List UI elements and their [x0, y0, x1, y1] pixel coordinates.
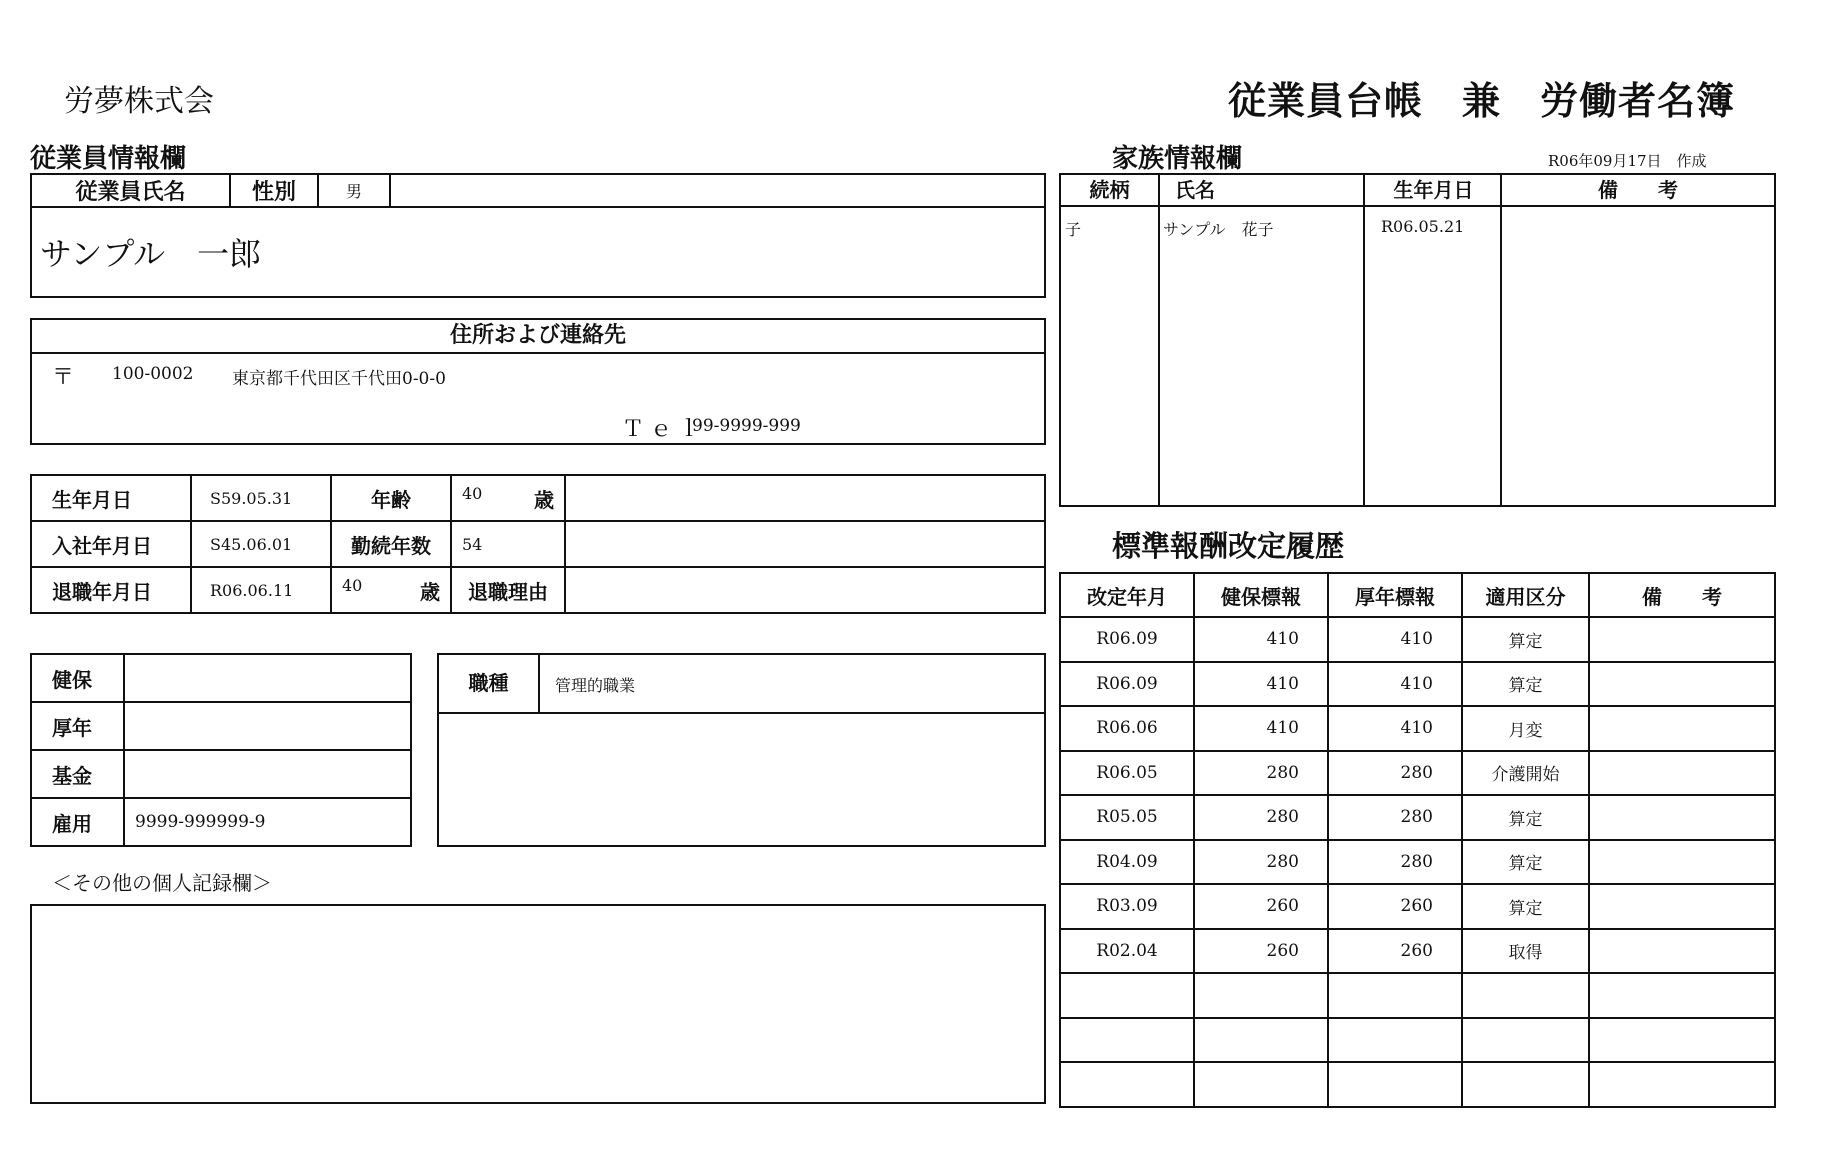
job-box — [437, 653, 1046, 847]
family-header-row — [1061, 175, 1774, 207]
salary-row — [1060, 1062, 1775, 1107]
job-label: 職種 — [439, 655, 540, 712]
salary-header-date: 改定年月 — [1060, 573, 1194, 617]
tel-label: Ｔｅｌ — [622, 417, 707, 442]
salary-table — [1059, 572, 1776, 1108]
salary-cell-kubun — [1462, 1018, 1589, 1063]
kenpo-label: 健保 — [31, 654, 124, 702]
salary-cell-kubun — [1462, 1062, 1589, 1107]
job-value: 管理的職業 — [555, 676, 636, 695]
reason-label: 退職理由 — [451, 567, 565, 613]
salary-cell-note — [1589, 1018, 1775, 1063]
birth-label: 生年月日 — [31, 475, 191, 521]
salary-cell-kenpo: 410 — [1194, 617, 1328, 662]
reason-value — [565, 567, 1045, 613]
salary-cell-date: R03.09 — [1060, 884, 1194, 929]
family-section-heading: 家族情報欄 — [1112, 144, 1243, 174]
tenure-value: 54 — [451, 521, 565, 567]
salary-cell-date: R05.05 — [1060, 795, 1194, 840]
salary-cell-kosei — [1328, 1062, 1462, 1107]
salary-cell-kosei: 260 — [1328, 884, 1462, 929]
header-blank-cell — [390, 174, 1045, 207]
other-records-box — [30, 904, 1046, 1104]
salary-cell-kenpo: 260 — [1194, 884, 1328, 929]
salary-cell-kubun — [1462, 973, 1589, 1018]
age-unit: 歳 — [534, 487, 554, 512]
salary-header-kosei: 厚年標報 — [1328, 573, 1462, 617]
koyo-value: 9999-999999-9 — [124, 798, 411, 846]
salary-cell-date: R06.09 — [1060, 662, 1194, 707]
salary-cell-note — [1589, 929, 1775, 974]
salary-row — [1060, 617, 1775, 662]
family-row-relation: 子 — [1065, 220, 1082, 239]
kosei-label: 厚年 — [31, 702, 124, 750]
employee-name-table — [30, 173, 1046, 298]
salary-cell-kubun: 算定 — [1462, 840, 1589, 885]
dates-table — [30, 474, 1046, 614]
salary-header-kenpo: 健保標報 — [1194, 573, 1328, 617]
salary-cell-note — [1589, 884, 1775, 929]
salary-cell-kubun: 介護開始 — [1462, 751, 1589, 796]
postal-code: 100-0002 — [112, 364, 194, 384]
join-label: 入社年月日 — [31, 521, 191, 567]
salary-cell-kenpo: 260 — [1194, 929, 1328, 974]
address-heading: 住所および連絡先 — [32, 320, 1044, 354]
salary-row — [1060, 1018, 1775, 1063]
employee-name-label: 従業員氏名 — [31, 174, 230, 207]
tenure-label: 勤続年数 — [331, 521, 451, 567]
salary-cell-kenpo: 280 — [1194, 840, 1328, 885]
document-title: 従業員台帳 兼 労働者名簿 — [1228, 79, 1736, 123]
age-value: 40 — [462, 483, 483, 503]
salary-row — [1060, 662, 1775, 707]
salary-cell-note — [1589, 973, 1775, 1018]
salary-cell-note — [1589, 840, 1775, 885]
salary-row — [1060, 884, 1775, 929]
salary-cell-note — [1589, 795, 1775, 840]
salary-cell-kubun: 算定 — [1462, 795, 1589, 840]
salary-cell-kubun: 取得 — [1462, 929, 1589, 974]
salary-row — [1060, 840, 1775, 885]
retire-label: 退職年月日 — [31, 567, 191, 613]
age-label: 年齢 — [331, 475, 451, 521]
birth-value: S59.05.31 — [191, 475, 331, 521]
family-header-name: 氏名 — [1175, 178, 1215, 202]
insurance-table — [30, 653, 412, 847]
address-box — [30, 318, 1046, 445]
kosei-value — [124, 702, 411, 750]
family-row-name: サンプル 花子 — [1163, 220, 1274, 239]
koyo-label: 雇用 — [31, 798, 124, 846]
salary-cell-kenpo: 280 — [1194, 795, 1328, 840]
salary-cell-kenpo: 280 — [1194, 751, 1328, 796]
salary-section-heading: 標準報酬改定履歴 — [1112, 529, 1345, 563]
salary-cell-date — [1060, 1062, 1194, 1107]
gender-value: 男 — [318, 174, 390, 207]
salary-cell-date: R02.04 — [1060, 929, 1194, 974]
salary-cell-date: R06.05 — [1060, 751, 1194, 796]
salary-cell-kosei — [1328, 1018, 1462, 1063]
salary-cell-kosei: 280 — [1328, 795, 1462, 840]
other-records-label: ＜その他の個人記録欄＞ — [52, 871, 272, 895]
blank-cell — [565, 475, 1045, 521]
salary-cell-kubun: 算定 — [1462, 884, 1589, 929]
salary-cell-note — [1589, 662, 1775, 707]
salary-cell-date — [1060, 973, 1194, 1018]
gender-label: 性別 — [230, 174, 318, 207]
family-col-divider — [1500, 175, 1502, 505]
salary-cell-kosei: 410 — [1328, 617, 1462, 662]
family-header-birth: 生年月日 — [1393, 178, 1474, 202]
job-row — [439, 655, 1044, 714]
salary-row — [1060, 973, 1775, 1018]
salary-cell-kosei: 410 — [1328, 662, 1462, 707]
salary-cell-kenpo: 410 — [1194, 662, 1328, 707]
salary-cell-kenpo: 410 — [1194, 706, 1328, 751]
employee-name: サンプル 一郎 — [31, 207, 1045, 297]
retire-age-value: 40 — [342, 575, 363, 595]
salary-cell-kenpo — [1194, 1018, 1328, 1063]
tel-value: 99-9999-999 — [692, 416, 801, 436]
salary-cell-note — [1589, 706, 1775, 751]
kikin-value — [124, 750, 411, 798]
join-value: S45.06.01 — [191, 521, 331, 567]
salary-row — [1060, 706, 1775, 751]
salary-row — [1060, 795, 1775, 840]
retire-age-cell — [331, 567, 451, 613]
salary-cell-date: R06.06 — [1060, 706, 1194, 751]
salary-body — [1060, 617, 1775, 1107]
family-table — [1059, 173, 1776, 507]
retire-value: R06.06.11 — [191, 567, 331, 613]
family-header-note: 備 考 — [1598, 178, 1678, 202]
company-name: 労夢株式会 — [64, 84, 214, 119]
family-header-relation: 続柄 — [1089, 178, 1130, 202]
salary-header-kubun: 適用区分 — [1462, 573, 1589, 617]
kenpo-value — [124, 654, 411, 702]
salary-cell-note — [1589, 1062, 1775, 1107]
salary-header-note: 備 考 — [1589, 573, 1775, 617]
salary-cell-kubun: 算定 — [1462, 617, 1589, 662]
salary-cell-kosei: 280 — [1328, 751, 1462, 796]
salary-row — [1060, 751, 1775, 796]
address: 東京都千代田区千代田0-0-0 — [232, 369, 446, 389]
salary-cell-date — [1060, 1018, 1194, 1063]
postal-mark: 〒 — [52, 365, 75, 390]
blank-cell — [565, 521, 1045, 567]
salary-cell-kosei: 410 — [1328, 706, 1462, 751]
salary-cell-note — [1589, 751, 1775, 796]
family-col-divider — [1363, 175, 1365, 505]
salary-cell-kubun: 月変 — [1462, 706, 1589, 751]
employee-section-heading: 従業員情報欄 — [30, 144, 187, 174]
salary-cell-date: R04.09 — [1060, 840, 1194, 885]
family-col-divider — [1158, 175, 1160, 505]
salary-row — [1060, 929, 1775, 974]
salary-cell-kenpo — [1194, 973, 1328, 1018]
retire-age-unit: 歳 — [420, 579, 440, 604]
salary-cell-kubun: 算定 — [1462, 662, 1589, 707]
salary-cell-date: R06.09 — [1060, 617, 1194, 662]
salary-cell-kosei: 280 — [1328, 840, 1462, 885]
created-date: R06年09月17日 作成 — [1548, 152, 1707, 170]
salary-cell-note — [1589, 617, 1775, 662]
kikin-label: 基金 — [31, 750, 124, 798]
salary-cell-kosei — [1328, 973, 1462, 1018]
family-row-birth: R06.05.21 — [1381, 217, 1465, 236]
salary-cell-kenpo — [1194, 1062, 1328, 1107]
salary-cell-kosei: 260 — [1328, 929, 1462, 974]
age-cell — [451, 475, 565, 521]
